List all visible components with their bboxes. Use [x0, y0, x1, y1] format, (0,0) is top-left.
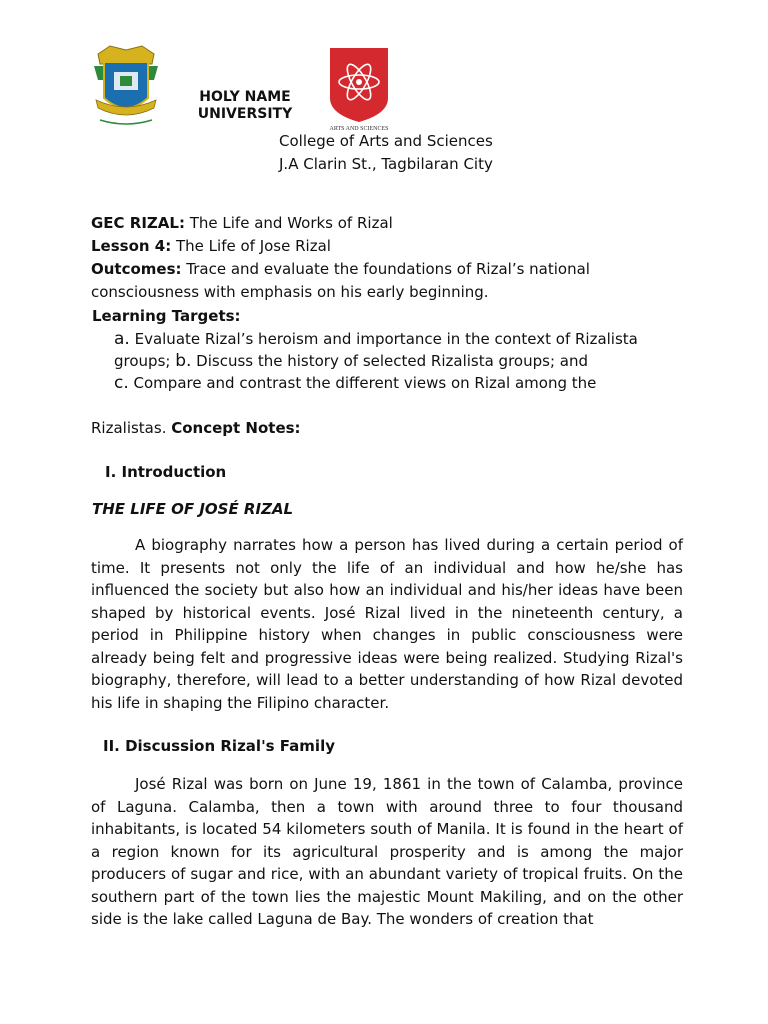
university-name: [190, 89, 300, 123]
holy-name-university-seal: [90, 40, 162, 132]
target-b-prefix: groups;: [114, 352, 176, 370]
learning-targets-heading: Learning Targets:: [92, 307, 241, 325]
target-b-mark: b.: [175, 351, 192, 371]
target-a: [114, 328, 638, 350]
target-c: [114, 372, 596, 394]
gec-line: [91, 212, 393, 234]
target-c-text: Compare and contrast the different views on Rizal among the: [128, 374, 597, 392]
section-family-heading: II. Discussion Rizal's Family: [103, 737, 335, 755]
targets-continuation: [91, 417, 301, 439]
target-b: [114, 350, 588, 372]
outcomes-text: Trace and evaluate the foundations of Rizal’s national: [181, 260, 590, 278]
target-c-mark: c.: [114, 373, 129, 393]
target-b-text: Discuss the history of selected Rizalista groups; and: [191, 352, 588, 370]
university-name-line1: HOLY NAME: [199, 89, 291, 105]
college-address: J.A Clarin St., Tagbilaran City: [279, 155, 493, 173]
family-paragraph: José Rizal was born on June 19, 1861 in the town of Calamba, province of Laguna. Calamba, then a town with around three to four thousand inhabitants, is located 54 kilometers south of Manila. It is found in the heart of a region known for its agricultural prosperity and is among the major producers of sugar and rice, with an abundant variety of tropical fruits. On the southern part of the town lies the majestic Mount Makiling, and on the other side is the lake called Laguna de Bay. The wonders of creation that: [91, 775, 683, 928]
lesson-label: Lesson 4:: [91, 237, 172, 255]
college-name: College of Arts and Sciences: [279, 132, 493, 150]
gec-text: The Life and Works of Rizal: [184, 214, 393, 232]
concept-notes-label: Concept Notes:: [171, 419, 301, 437]
gec-label: GEC RIZAL:: [91, 214, 185, 232]
introduction-paragraph: A biography narrates how a person has lived during a certain period of time. It presents not only the life of an individual and how he/she has influenced the society but also how an individual and his/her ideas have been shaped by historical events. José Rizal lived in the nineteenth century, a period in Philippine history when changes in public consciousness were already being felt and progressive ideas were being realized. Studying Rizal's biography, therefore, will lead to a better understanding of how Rizal devoted his life in shaping the Filipino character.: [91, 536, 683, 712]
arts-and-sciences-logo: [326, 46, 392, 132]
university-name-line2: UNIVERSITY: [197, 106, 293, 122]
target-a-mark: a.: [114, 329, 130, 349]
outcomes-line2: consciousness with emphasis on his early beginning.: [91, 283, 489, 301]
continuation-text: Rizalistas.: [91, 419, 172, 437]
logo-caption: ARTS AND SCIENCES: [329, 126, 389, 132]
life-of-rizal-title: THE LIFE OF JOSÉ RIZAL: [92, 500, 294, 518]
target-a-text: Evaluate Rizal’s heroism and importance in the context of Rizalista: [129, 330, 638, 348]
lesson-text: The Life of Jose Rizal: [171, 237, 331, 255]
outcomes-label: Outcomes:: [91, 260, 182, 278]
learning-targets-label: [92, 305, 241, 327]
lesson-line: [91, 235, 331, 257]
outcomes-line: [91, 258, 590, 280]
section-introduction-heading: I. Introduction: [105, 463, 227, 481]
